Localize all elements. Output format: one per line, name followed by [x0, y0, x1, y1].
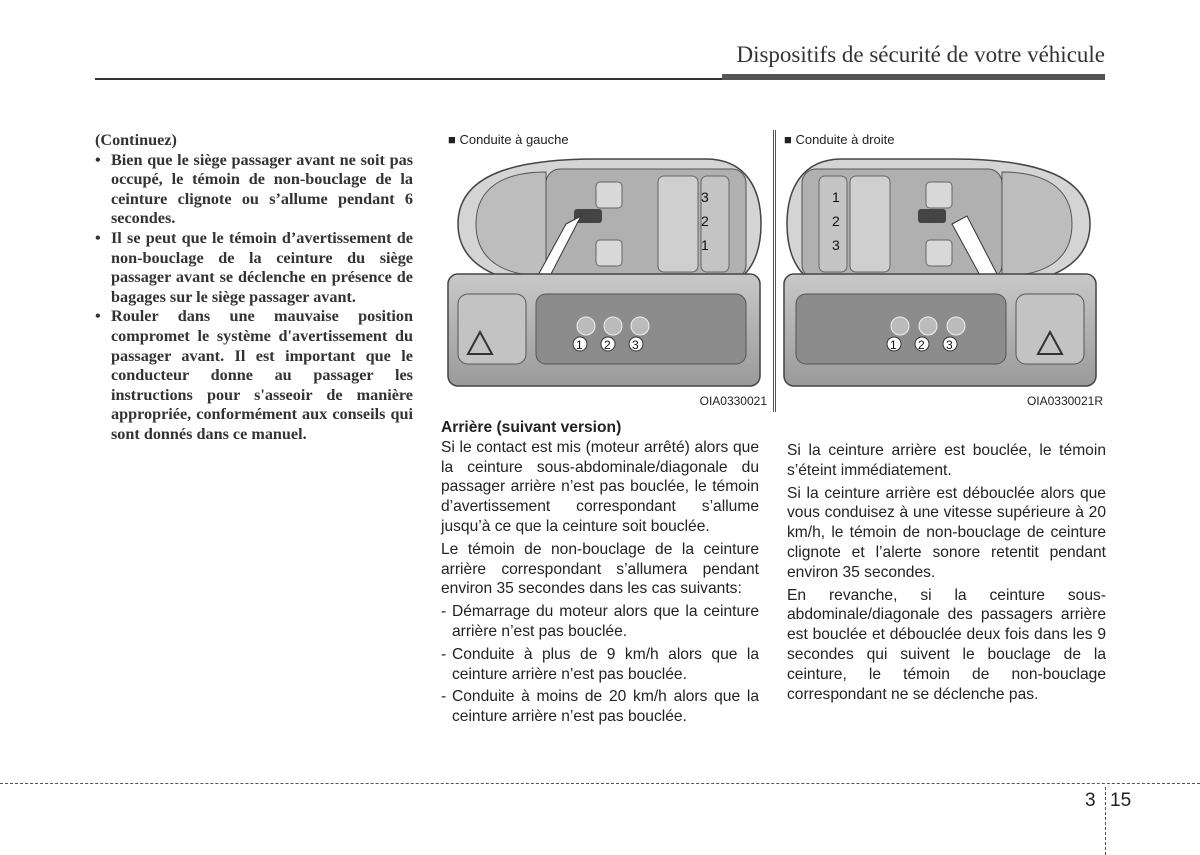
- overhead-console-panel: [784, 274, 1096, 386]
- page-number: 15: [1110, 790, 1132, 811]
- footer-dashed-divider: [1105, 787, 1106, 855]
- dash-item: - Démarrage du moteur alors que la ceinture arrière n’est pas bouclée.: [441, 603, 759, 640]
- seat-number-labels: [701, 189, 709, 253]
- seat-number: 3: [832, 237, 840, 253]
- seat-number-labels: [832, 189, 840, 253]
- indicator-number: 2: [918, 338, 925, 352]
- figure-caption: ■ Conduite à gauche: [448, 132, 569, 147]
- car-top-view: [458, 159, 761, 289]
- bullet-item: • Il se peut que le témoin d’avertissement de non-bouclage de la ceinture du siège passager avant se déclenche en présence de bagages sur le siège passager avant.: [95, 228, 413, 306]
- bullet-item: • Rouler dans une mauvaise position compromet le système d'avertissement du passager avant. Il est important que le conducteur donne au passager les instructions pour s'asseoir de manière appropriée, conformément aux conseils qui sont donnés dans ce manuel.: [95, 307, 413, 443]
- figure-right-hand-drive: [775, 130, 1109, 412]
- overhead-console-panel: [448, 274, 760, 386]
- car-seatbelt-illustration: [446, 154, 766, 390]
- seat-number: 1: [832, 189, 840, 205]
- paragraph: Si la ceinture arrière est débouclée alors que vous conduisez à une vitesse supérieure à 20 km/h, le témoin de non-bouclage de ceinture clignote et l’alerte sonore retentit pendant environ 35 secondes.: [787, 484, 1106, 581]
- right-column: [787, 441, 1106, 707]
- figure-left-hand-drive: [440, 130, 774, 412]
- seat-number: 1: [701, 237, 709, 253]
- seatbelt-warning-icons: [891, 317, 965, 335]
- figure-caption: ■ Conduite à droite: [784, 132, 895, 147]
- car-seatbelt-illustration: [782, 154, 1102, 390]
- footer-dashed-rule: [0, 783, 1200, 784]
- page-header-title: Dispositifs de sécurité de votre véhicule: [736, 42, 1105, 67]
- indicator-number: 1: [576, 338, 583, 352]
- indicator-number: 3: [946, 338, 953, 352]
- middle-column: [441, 418, 759, 730]
- continued-label: (Continuez): [95, 131, 177, 149]
- paragraph: Le témoin de non-bouclage de la ceinture arrière correspondant s’allumera pendant environ 35 secondes dans les cas suivants:: [441, 540, 759, 598]
- indicator-number: 3: [632, 338, 639, 352]
- chapter-number: 3: [1085, 790, 1096, 811]
- header-rule: [95, 78, 725, 80]
- paragraph: Si le contact est mis (moteur arrêté) alors que la ceinture sous-abdominale/diagonale du passager arrière n’est pas bouclée, le témoin d’avertissement correspondant s’allume jusqu’à ce que la ceinture soit bouclée.: [441, 438, 759, 535]
- paragraph: En revanche, si la ceinture sous-abdominale/diagonale des passagers arrière est bouclée et débouclée deux fois dans les 9 secondes qui suivent le bouclage de la ceinture, le témoin de non-bouclage correspondant ne se déclenche pas.: [787, 586, 1106, 703]
- bullet-list: [95, 151, 413, 445]
- section-title: Arrière (suivant version): [441, 419, 622, 436]
- header-accent-bar: [722, 74, 1105, 80]
- figure-code: OIA0330021: [699, 394, 767, 408]
- figure-code: OIA0330021R: [1026, 394, 1103, 408]
- indicator-number: 1: [890, 338, 897, 352]
- seat-number: 3: [701, 189, 709, 205]
- seat-number: 2: [701, 213, 709, 229]
- dash-item: - Conduite à plus de 9 km/h alors que la ceinture arrière n’est pas bouclée.: [441, 645, 759, 683]
- paragraph: Si la ceinture arrière est bouclée, le témoin s’éteint immédiatement.: [787, 442, 1106, 479]
- bullet-item: • Bien que le siège passager avant ne soit pas occupé, le témoin de non-bouclage de la ceinture clignote ou s’allume pendant 6 secondes.: [95, 150, 413, 228]
- seat-number: 2: [832, 213, 840, 229]
- seatbelt-warning-icons: [577, 317, 649, 335]
- left-column: [95, 131, 413, 445]
- indicator-number: 2: [604, 338, 611, 352]
- dash-item: - Conduite à moins de 20 km/h alors que la ceinture arrière n’est pas bouclée.: [441, 688, 759, 726]
